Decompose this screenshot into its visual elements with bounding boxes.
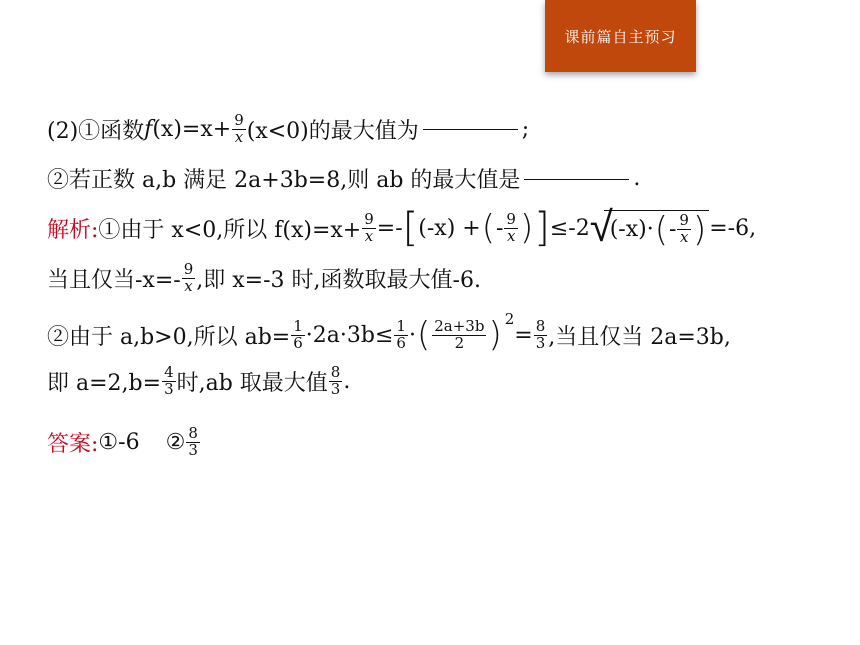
- answer-label: 答案:: [47, 431, 99, 457]
- frac-den: x: [234, 127, 244, 146]
- frac-num: 4: [164, 363, 174, 381]
- frac-num: 1: [293, 316, 303, 335]
- answer-1: ①-6: [98, 429, 140, 455]
- fraction: [362, 209, 376, 245]
- fraction: [186, 426, 200, 459]
- q-end: ;: [521, 116, 530, 142]
- sol-text: .: [343, 368, 351, 394]
- sol-text: -: [668, 217, 677, 242]
- solution-label: 解析:: [47, 217, 99, 243]
- frac-num: 8: [188, 424, 198, 442]
- fraction: [534, 316, 548, 352]
- left-paren: (: [481, 208, 495, 248]
- frac-den: 3: [164, 379, 174, 398]
- q-cond: (x<0)的最大值为: [246, 118, 419, 144]
- left-paren: (: [654, 209, 668, 250]
- fraction: [291, 316, 305, 352]
- solution-line-3: [47, 310, 731, 355]
- fraction: [677, 213, 691, 246]
- right-bracket: ]: [534, 205, 550, 251]
- sol-text: ,当且仅当 2a=3b,: [548, 324, 731, 350]
- sol-text: ≤-2: [549, 215, 590, 241]
- question-line-1: [47, 113, 529, 146]
- sol-text: -: [495, 215, 504, 241]
- solution-line-2: [47, 262, 481, 295]
- frac-num: 2a+3b: [434, 316, 485, 335]
- sol-text: ,即 x=-3 时,函数取最大值-6.: [196, 267, 481, 293]
- sol-text: =: [514, 322, 533, 348]
- frac-den: 2: [454, 333, 465, 352]
- fraction: [394, 316, 408, 352]
- section-tag: 课前篇自主预习: [545, 0, 696, 72]
- sol-text: =-6,: [709, 215, 757, 241]
- frac-den: x: [506, 226, 516, 245]
- sqrt: [589, 201, 710, 251]
- frac-den: x: [184, 276, 193, 295]
- answer-2: ②: [165, 429, 186, 455]
- exponent: 2: [504, 310, 515, 328]
- frac-den: 6: [396, 333, 406, 352]
- frac-num: 8: [535, 316, 546, 335]
- answer-blank: [524, 178, 629, 180]
- right-paren: ): [488, 315, 502, 355]
- frac-den: 3: [188, 440, 198, 459]
- fraction: [432, 316, 486, 352]
- fraction: [162, 365, 176, 398]
- fraction: [182, 262, 196, 295]
- frac-num: 1: [396, 316, 406, 335]
- q-fx: f: [144, 116, 153, 142]
- sol-text: (-x)·: [609, 217, 654, 242]
- frac-den: 3: [330, 379, 341, 398]
- sol-text: 即 a=2,b=: [47, 370, 162, 396]
- frac-num: 9: [506, 209, 516, 228]
- frac-num: 9: [679, 211, 689, 230]
- sol-text: 当且仅当-x=-: [47, 267, 181, 293]
- sol-text: 时,ab 取最大值: [176, 370, 328, 396]
- frac-num: 9: [234, 111, 244, 129]
- fraction: [329, 365, 343, 398]
- q-prefix: (2)①函数: [47, 118, 145, 144]
- frac-den: 6: [293, 333, 303, 352]
- sol-text: ①由于 x<0,所以 f(x)=x+: [98, 217, 362, 243]
- answer-blank: [423, 128, 518, 130]
- q2b-end: .: [633, 166, 641, 191]
- sqrt-body: [604, 209, 710, 250]
- left-paren: (: [416, 315, 431, 355]
- frac-den: x: [364, 226, 374, 245]
- solution-line-4: [47, 365, 350, 398]
- question-line-2: [47, 163, 640, 194]
- frac-den: x: [679, 228, 689, 246]
- right-paren: ): [519, 208, 534, 248]
- frac-num: 9: [183, 260, 194, 278]
- sol-text: =-: [376, 215, 403, 241]
- fraction: [232, 113, 246, 146]
- sol-text: ·: [408, 322, 416, 348]
- solution-line-1: [47, 201, 757, 251]
- frac-den: 3: [535, 333, 546, 352]
- answer-line: [47, 426, 201, 459]
- right-paren: ): [692, 209, 707, 250]
- sol-text: (-x) +: [418, 215, 481, 241]
- fraction: [504, 209, 518, 245]
- q-fx-arg: (x)=x+: [152, 116, 232, 142]
- q2b-text: ②若正数 a,b 满足 2a+3b=8,则 ab 的最大值是: [47, 168, 521, 193]
- sqrt-sign: √: [589, 201, 613, 251]
- left-bracket: [: [402, 205, 419, 251]
- frac-num: 9: [364, 209, 374, 228]
- sol-text: ②由于 a,b>0,所以 ab=: [47, 324, 291, 350]
- frac-num: 8: [330, 363, 341, 381]
- sol-text: ·2a·3b≤: [305, 322, 394, 348]
